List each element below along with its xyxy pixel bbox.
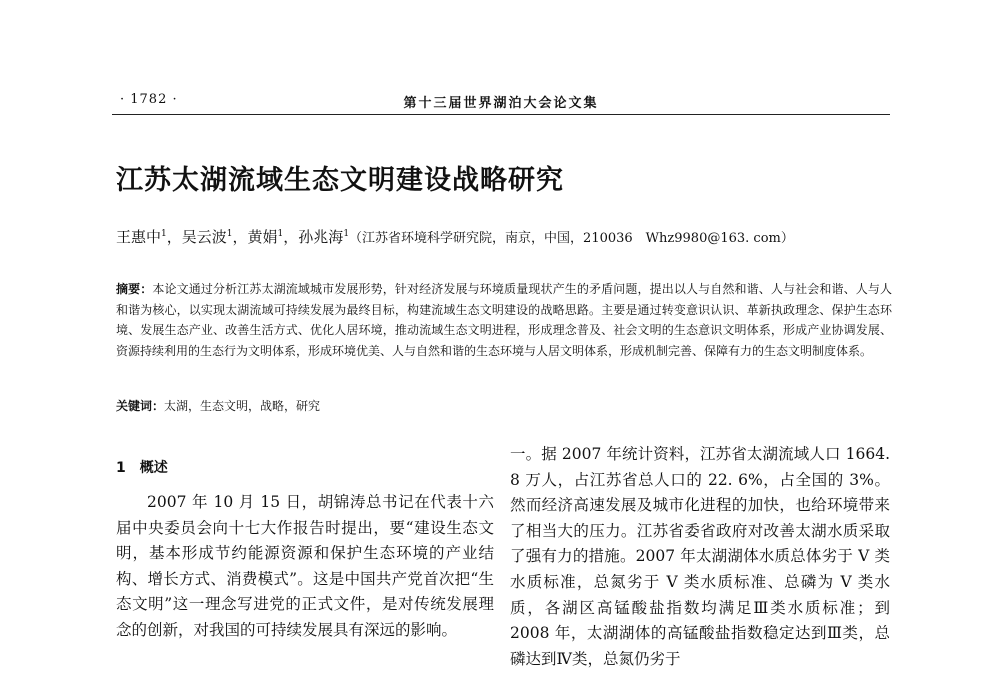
journal-title: 第十三届世界湖泊大会论文集 [403, 96, 599, 111]
author-separator: ， [166, 228, 182, 246]
running-header [112, 92, 890, 112]
author-name: 王惠中 [116, 228, 162, 246]
keywords-text: 太湖，生态文明，战略，研究 [164, 399, 321, 413]
body-paragraph: 2007 年 10 月 15 日，胡锦涛总书记在代表十六届中央委员会向十七大作报告时提出，要“建设生态文明，基本形成节约能源资源和保护生态环境的产业结构、增长方式、消费模式”。这是中国共产党首次把“生态文明”这一理念写进党的正式文件，是对传统发展理念的创新，对我国的可持续发展具有深远的影响。 [116, 493, 494, 639]
section-number: 1 [116, 460, 126, 476]
keywords-label: 关键词： [116, 399, 165, 413]
author-name: 孙兆海 [298, 228, 344, 246]
author-affil-mark: 1 [277, 229, 284, 239]
section-heading [116, 457, 168, 477]
body-paragraph: 一。据 2007 年统计资料，江苏省太湖流域人口 1664. 8 万人，占江苏省总人口的 22. 6%，占全国的 3%。然而经济高速发展及城市化进程的加快，也给环境带来了相当大的压力。江苏省委省政府对改善太湖水质采取了强有力的措施。2007 年太湖湖体水质总体劣于 V 类水质标准，总氮劣于 V 类水质标准、总磷为 V 类水质，各湖区高锰酸盐指数均满足Ⅲ类水质标准；到 2008 年，太湖湖体的高锰酸盐指数稳定达到Ⅲ类，总磷达到Ⅳ类，总氮仍劣于 [510, 445, 890, 668]
page-number: · 1782 · [120, 92, 178, 107]
author-name: 黄娟 [247, 228, 278, 246]
section-title: 概述 [139, 460, 168, 476]
affiliation: （江苏省环境科学研究院，南京，中国，210036 Whz9980@163. com） [349, 231, 794, 246]
author-affil-mark: 1 [161, 229, 167, 239]
author-separator: ， [283, 228, 299, 246]
header-rule [112, 114, 890, 115]
author-separator: ， [232, 228, 248, 246]
right-column [510, 442, 890, 672]
paper-title: 江苏太湖流域生态文明建设战略研究 [116, 165, 564, 196]
abstract [116, 279, 892, 361]
left-column [116, 490, 494, 644]
author-affil-mark: 1 [343, 229, 350, 239]
abstract-text: 本论文通过分析江苏太湖流域城市发展形势，针对经济发展与环境质量现状产生的矛盾问题，提出以人与自然和谐、人与社会和谐、人与人和谐为核心，以实现太湖流域可持续发展为最终目标，构建流域生态文明建设的战略思路。主要是通过转变意识认识、革新执政理念、保护生态环境、发展生态产业、改善生活方式、优化人居环境，推动流域生态文明进程，形成理念普及、社会文明的生态意识文明体系，形成产业协调发展、资源持续利用的生态行为文明体系，形成环境优美、人与自然和谐的生态环境与人居文明体系，形成机制完善、保障有力的生态文明制度体系。 [116, 282, 892, 358]
author-line [116, 226, 794, 247]
author-affil-mark: 1 [226, 229, 233, 239]
abstract-label: 摘要： [116, 282, 153, 296]
author-name: 吴云波 [181, 228, 227, 246]
keywords [116, 397, 320, 414]
